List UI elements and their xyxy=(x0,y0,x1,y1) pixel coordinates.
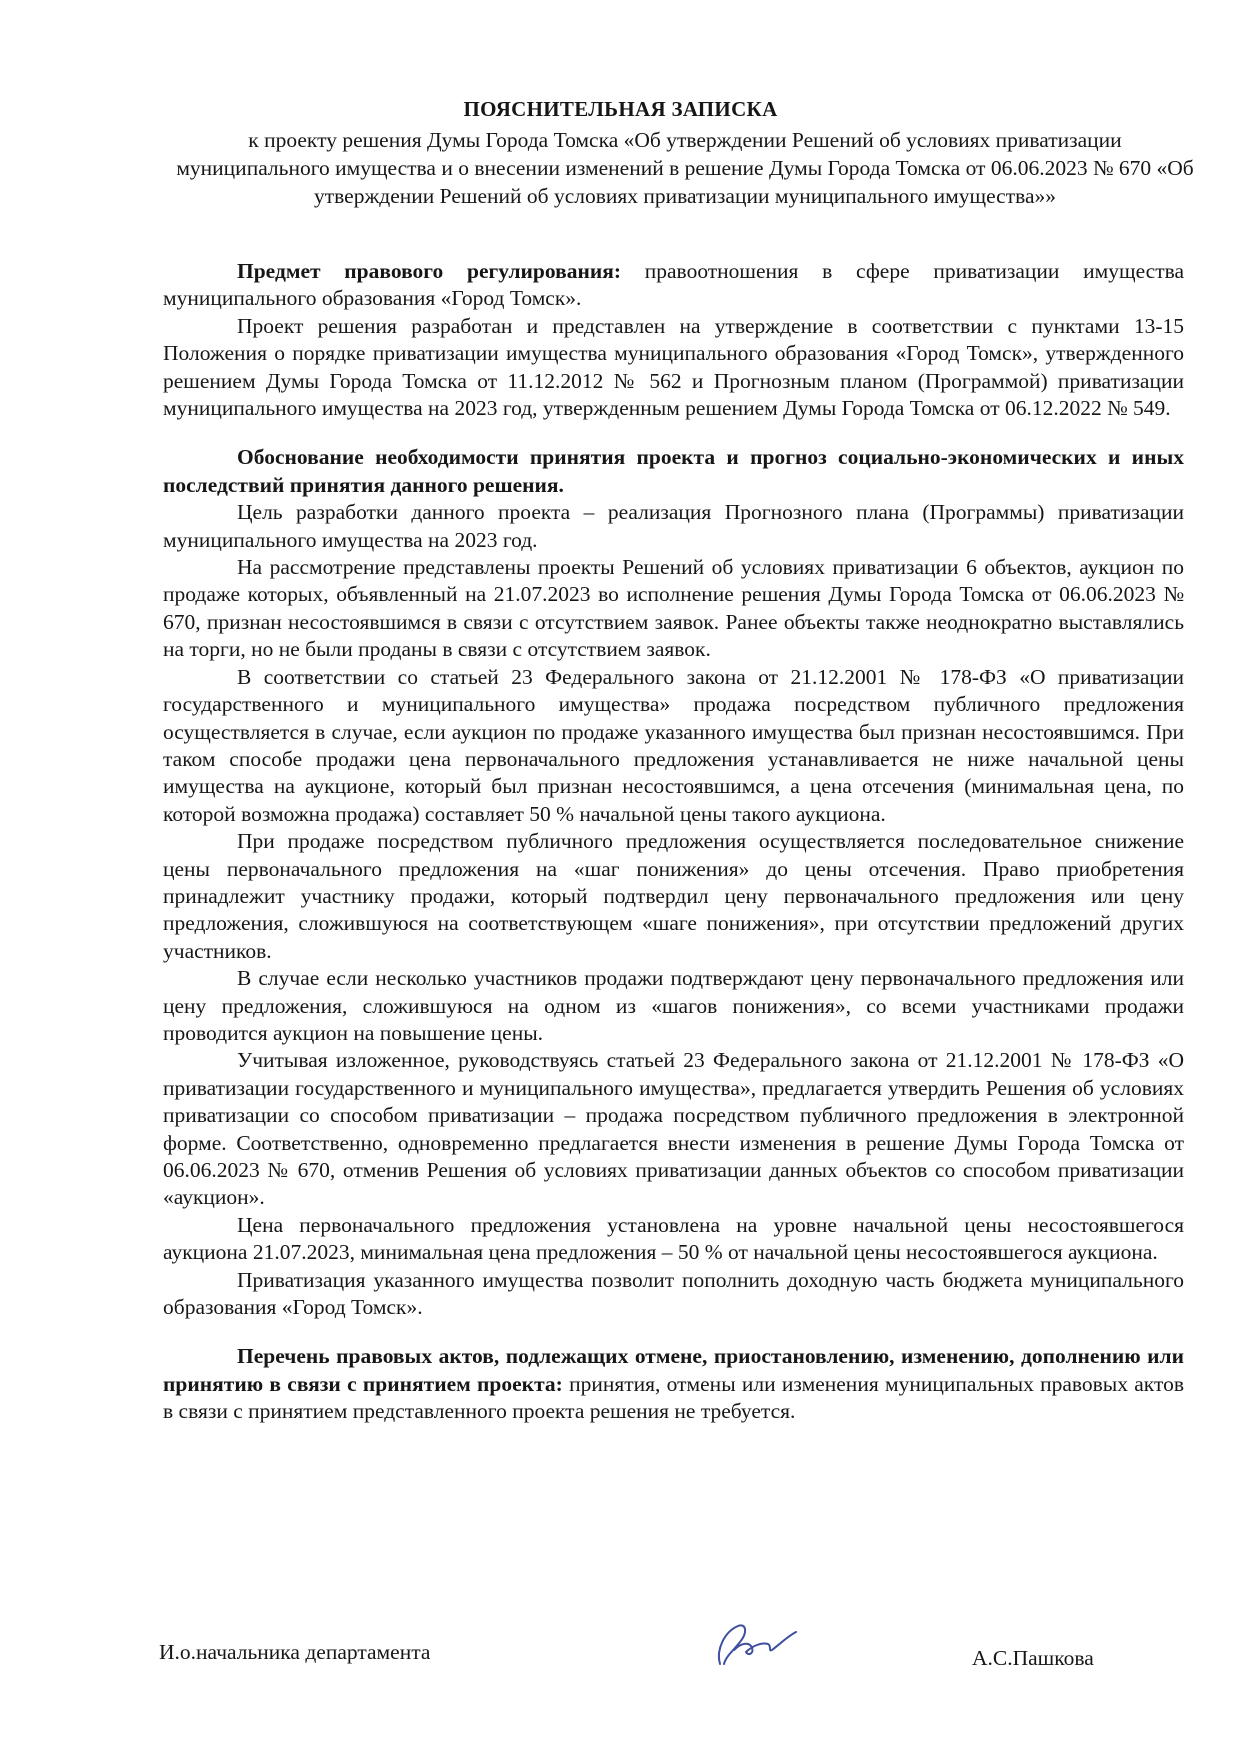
signatory-role: И.о.начальника департамента xyxy=(159,1640,431,1664)
paragraph-objects: На рассмотрение представлены проекты Решений об условиях приватизации 6 объектов, аукцион по продаже которых, объявленный на 21.07.2023 во исполнение решения Думы Города Томска от 06.06.2023 № 670, признан несостоявшимся в связи с отсутствием заявок. Ранее объекты также неоднократно выставлялись на торги, но не были проданы в связи с отсутствием заявок. xyxy=(163,555,1184,662)
paragraph-basis: Проект решения разработан и представлен на утверждение в соответствии с пунктами 13-15 Положения о порядке приватизации имущества муниципального образования «Город Томск», утвержденного решением Думы Города Томска от 11.12.2012 № 562 и Прогнозным планом (Программой) приватизации муниципального имущества на 2023 год, утвержденным решением Думы Города Томска от 06.12.2022 № 549. xyxy=(163,313,1184,421)
section-legal-acts xyxy=(163,1343,1184,1425)
signatory-name: А.С.Пашкова xyxy=(972,1646,1094,1670)
document-subtitle: к проекту решения Думы Города Томска «Об утверждении Решений об условиях приватизации муниципального имущества и о внесении изменений в решение Думы Города Томска от 06.06.2023 № 670 «Об утверждении Решений об условиях приватизации муниципального имущества»» xyxy=(176,128,1194,208)
section-subject-text: правоотношения в сфере приватизации имущества муниципального образования «Город Томск». xyxy=(163,259,1185,311)
document-body xyxy=(163,258,1184,1426)
section-subject xyxy=(163,258,1184,313)
paragraph-price: Цена первоначального предложения установлена на уровне начальной цены несостоявшегося аукциона 21.07.2023, минимальная цена предложения – 50 % от начальной цены несостоявшегося аукциона. xyxy=(163,1212,1184,1265)
section-justification-heading: Обоснование необходимости принятия проекта и прогноз социально-экономических и иных последствий принятия данного решения. xyxy=(163,445,1184,497)
paragraph-proposal: Учитывая изложенное, руководствуясь статьей 23 Федерального закона от 21.12.2001 № 178-ФЗ «О приватизации государственного и муниципального имущества», предлагается утвердить Решения об условиях приватизации со способом приватизации – продажа посредством публичного предложения в электронной форме. Соответственно, одновременно предлагается внести изменения в решение Думы Города Томска от 06.06.2023 № 670, отменив Решения об условиях приватизации данных объектов со способом приватизации «аукцион». xyxy=(163,1048,1184,1210)
section-legal-acts-text: принятия, отмены или изменения муниципальных правовых актов в связи с принятием представленного проекта решения не требуется. xyxy=(163,1371,1184,1424)
paragraph-law-article-23: В соответствии со статьей 23 Федерального закона от 21.12.2001 № 178-ФЗ «О приватизации государственного и муниципального имущества» продажа посредством публичного предложения осуществляется в случае, если аукцион по продаже указанного имущества был признан несостоявшимся. При таком способе продажи цена первоначального предложения устанавливается не ниже начальной цены имущества на аукционе, который был признан несостоявшимся, а цена отсечения (минимальная цена, по которой возможна продажа) составляет 50 % начальной цены такого аукциона. xyxy=(163,664,1184,826)
document-title: ПОЯСНИТЕЛЬНАЯ ЗАПИСКА xyxy=(463,97,778,121)
handwritten-signature xyxy=(712,1620,812,1672)
paragraph-multiple-participants: В случае если несколько участников продажи подтверждают цену первоначального предложения или цену предложения, сложившуюся на одном из «шагов понижения», со всеми участниками продажи проводится аукцион на повышение цены. xyxy=(163,966,1184,1045)
paragraph-goal: Цель разработки данного проекта – реализация Прогнозного плана (Программы) приватизации муниципального имущества на 2023 год. xyxy=(163,500,1184,552)
paragraph-budget: Приватизация указанного имущества позволит пополнить доходную часть бюджета муниципального образования «Город Томск». xyxy=(163,1267,1184,1320)
section-legal-acts-heading: Перечень правовых актов, подлежащих отмене, приостановлению, изменению, дополнению или принятию в связи с принятием проекта: xyxy=(163,1344,1184,1396)
section-subject-heading: Предмет правового регулирования: xyxy=(237,259,622,283)
paragraph-public-offer: При продаже посредством публичного предложения осуществляется последовательное снижение цены первоначального предложения на «шаг понижения» до цены отсечения. Право приобретения принадлежит участнику продажи, который подтвердил цену первоначального предложения или цену предложения, сложившуюся на соответствующем «шаге понижения», при отсутствии предложений других участников. xyxy=(163,829,1184,963)
